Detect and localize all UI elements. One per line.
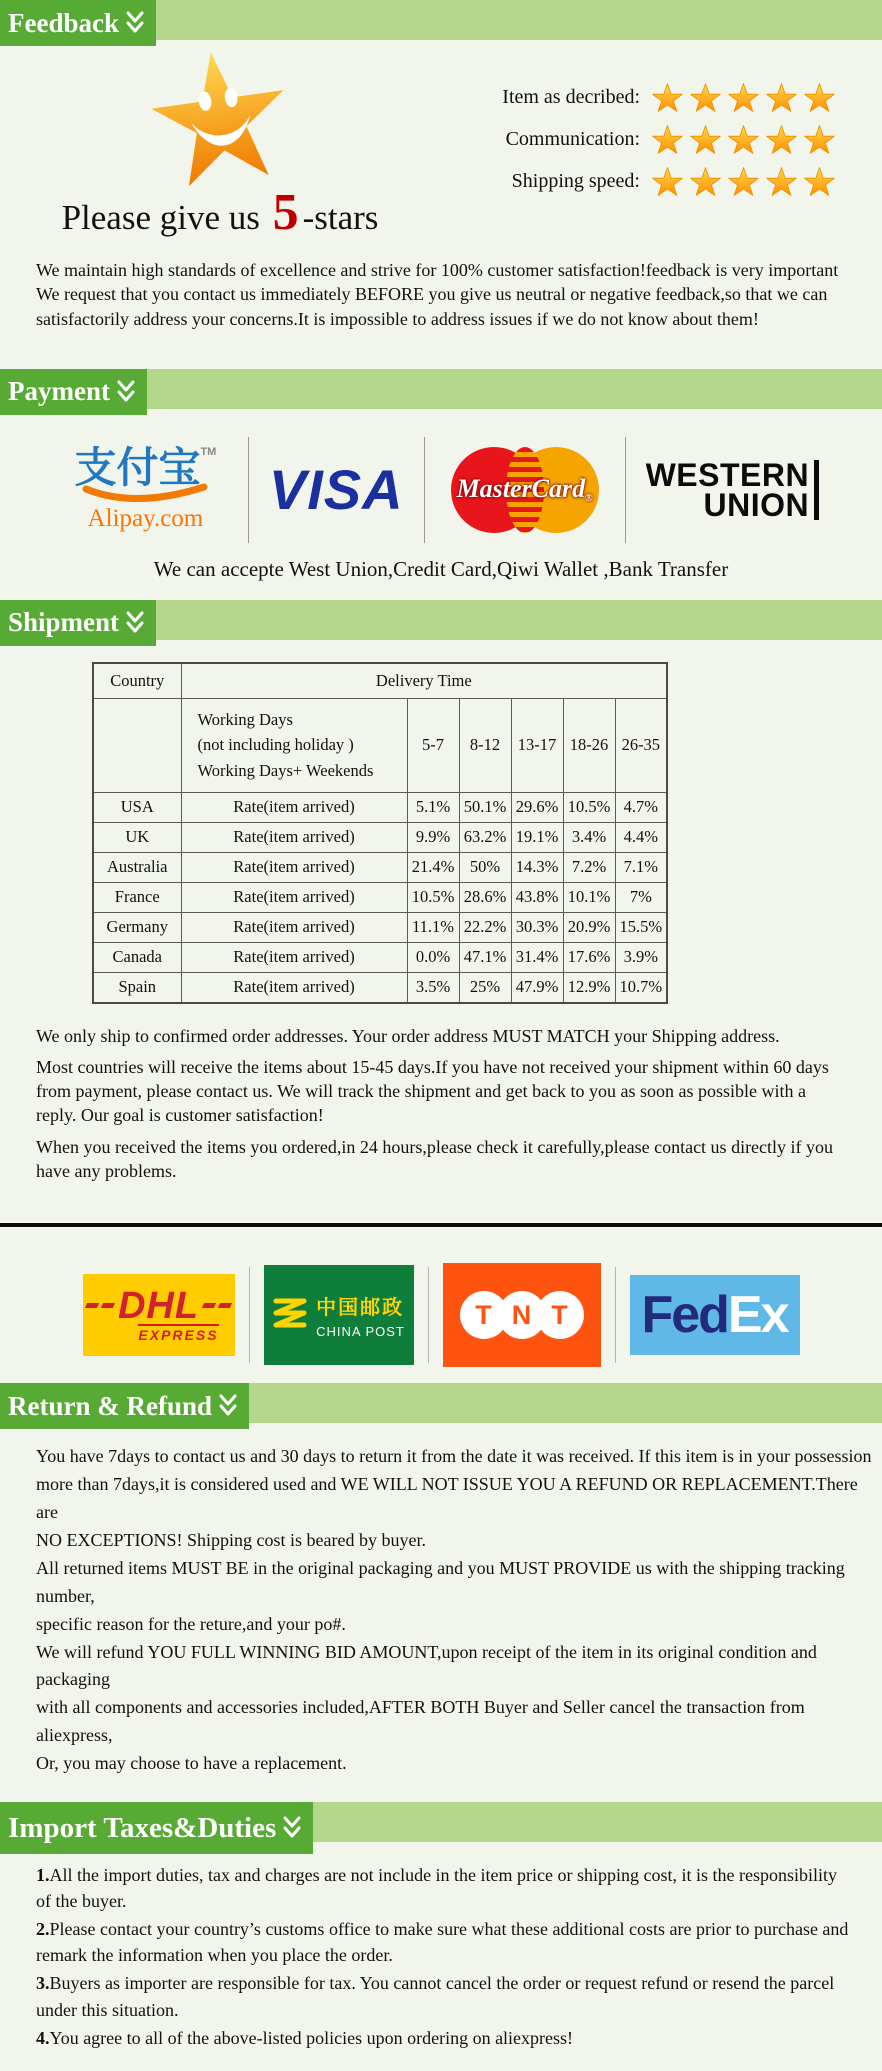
- rate-value-cell: 4.4%: [615, 822, 667, 852]
- star-icon: [652, 125, 683, 154]
- rate-value-cell: 17.6%: [563, 942, 615, 972]
- country-cell: UK: [93, 822, 181, 852]
- tax-item: [36, 2025, 856, 2051]
- star-icon: [804, 167, 835, 196]
- policy-line: Or, you may choose to have a replacement.: [36, 1753, 347, 1774]
- china-post-logo: [264, 1265, 414, 1365]
- plea-suffix: -stars: [302, 198, 379, 237]
- import-taxes-banner-title: Import Taxes&Duties: [8, 1811, 277, 1844]
- country-cell: Australia: [93, 852, 181, 882]
- policy-line: You have 7days to contact us and 30 days to return it from the date it was received. If this item is in your possession: [36, 1446, 872, 1467]
- country-cell: Spain: [93, 972, 181, 1003]
- day-range-cell: 18-26: [563, 698, 615, 792]
- table-row: [93, 852, 667, 882]
- tax-item: [36, 1916, 856, 1968]
- tnt-letter-circle: T: [462, 1293, 506, 1337]
- payment-banner-title: Payment: [8, 376, 110, 407]
- logo-separator: [424, 437, 425, 543]
- shipping-paragraph: When you received the items you ordered,in 24 hours,please check it carefully,please contact us directly if you have any problems.: [36, 1136, 834, 1182]
- logo-separator: [248, 437, 249, 543]
- rate-value-cell: 22.2%: [459, 912, 511, 942]
- rating-stars: [652, 83, 835, 112]
- dhl-bar-icon: [202, 1303, 216, 1308]
- rate-label-cell: Rate(item arrived): [181, 912, 407, 942]
- delivery-time-header-cell: Delivery Time: [181, 663, 667, 699]
- rate-value-cell: 9.9%: [407, 822, 459, 852]
- double-chevron-down-icon: [217, 1392, 239, 1420]
- feedback-section: [0, 46, 882, 331]
- mastercard-logo: [445, 442, 605, 538]
- rate-label-cell: Rate(item arrived): [181, 942, 407, 972]
- alipay-tm: TM: [200, 446, 217, 459]
- rate-value-cell: 50%: [459, 852, 511, 882]
- western-union-line1: WESTERN: [645, 456, 810, 493]
- rate-value-cell: 47.1%: [459, 942, 511, 972]
- payment-section: [0, 415, 882, 582]
- return-refund-banner-title: Return & Refund: [8, 1390, 213, 1421]
- policy-line: We will refund YOU FULL WINNING BID AMOUNT,upon receipt of the item in its original condition and packaging: [36, 1641, 817, 1690]
- country-cell: France: [93, 882, 181, 912]
- star-icon: [804, 83, 835, 112]
- logo-separator: [625, 437, 626, 543]
- country-cell: Canada: [93, 942, 181, 972]
- rate-value-cell: 7%: [615, 882, 667, 912]
- working-days-line: Working Days: [197, 709, 293, 729]
- star-icon: [652, 83, 683, 112]
- rate-value-cell: 0.0%: [407, 942, 459, 972]
- tax-item: [36, 1970, 856, 2022]
- star-icon: [652, 167, 683, 196]
- western-union-line2: UNION: [703, 486, 810, 523]
- feedback-plea-block: [0, 50, 440, 242]
- star-icon: [690, 83, 721, 112]
- feedback-paragraph: [36, 258, 882, 331]
- working-days-line: (not including holiday ): [197, 735, 354, 755]
- plea-number: 5: [272, 184, 299, 241]
- paragraph-line: We request that you contact us immediately BEFORE you give us neutral or negative feedback,so that we can: [36, 284, 828, 305]
- rating-row: [440, 118, 882, 160]
- tax-item-text: All the import duties, tax and charges are not include in the item price or shipping cost, it is the responsibility of the buyer.: [36, 1865, 838, 1912]
- policy-line: NO EXCEPTIONS! Shipping cost is beared by buyer.: [36, 1530, 426, 1551]
- logo-separator: [428, 1267, 429, 1363]
- return-policy-text: [36, 1443, 882, 1778]
- rating-list: [440, 50, 882, 242]
- rating-row: [440, 160, 882, 202]
- rate-value-cell: 3.5%: [407, 972, 459, 1003]
- rate-value-cell: 63.2%: [459, 822, 511, 852]
- dhl-logo: [83, 1274, 235, 1356]
- working-days-line: Working Days+ Weekends: [197, 761, 374, 781]
- mastercard-wordmark: MasterCard: [456, 473, 586, 503]
- feedback-banner: [0, 0, 882, 46]
- policy-line: with all components and accessories included,AFTER BOTH Buyer and Seller cancel the transaction from aliexpress,: [36, 1697, 805, 1746]
- rate-value-cell: 12.9%: [563, 972, 615, 1003]
- double-chevron-down-icon: [124, 609, 146, 637]
- rate-value-cell: 4.7%: [615, 792, 667, 822]
- visa-logo: VISA: [268, 458, 404, 522]
- rate-label-cell: Rate(item arrived): [181, 822, 407, 852]
- import-taxes-banner-label: [0, 1802, 313, 1854]
- rate-value-cell: 7.2%: [563, 852, 615, 882]
- rating-label: Communication:: [505, 127, 640, 150]
- rate-value-cell: 28.6%: [459, 882, 511, 912]
- feedback-banner-label: [0, 0, 156, 46]
- table-subheader-row: [93, 698, 667, 792]
- tnt-letter-circle: N: [500, 1293, 544, 1337]
- payment-banner: [0, 369, 882, 415]
- working-days-cell: [181, 698, 407, 792]
- paragraph-line: satisfactorily address your concerns.It is impossible to address issues if we do not know about them!: [36, 308, 759, 329]
- delivery-time-table: [92, 662, 668, 1004]
- rate-value-cell: 5.1%: [407, 792, 459, 822]
- rate-value-cell: 21.4%: [407, 852, 459, 882]
- rate-value-cell: 47.9%: [511, 972, 563, 1003]
- fedex-fed: Fed: [641, 1286, 728, 1345]
- rate-value-cell: 50.1%: [459, 792, 511, 822]
- rate-label-cell: Rate(item arrived): [181, 972, 407, 1003]
- smiley-star-icon: [137, 42, 304, 194]
- rating-label: Shipping speed:: [511, 169, 640, 192]
- policy-line: All returned items MUST BE in the original packaging and you MUST PROVIDE us with the shipping tracking number,: [36, 1557, 845, 1606]
- star-icon: [766, 167, 797, 196]
- star-icon: [728, 125, 759, 154]
- import-taxes-banner: [0, 1802, 882, 1848]
- import-taxes-list: [36, 1862, 882, 2051]
- plea-text: [0, 183, 440, 242]
- day-range-cell: 5-7: [407, 698, 459, 792]
- star-icon: [728, 167, 759, 196]
- tax-item: [36, 1862, 856, 1914]
- day-range-cell: 26-35: [615, 698, 667, 792]
- tax-item-number: 1.: [36, 1865, 50, 1886]
- shipping-paragraphs: [36, 1024, 882, 1184]
- dhl-bar-icon: [218, 1303, 232, 1308]
- china-post-emblem-icon: [272, 1293, 308, 1337]
- rate-value-cell: 10.7%: [615, 972, 667, 1003]
- double-chevron-down-icon: [281, 1814, 303, 1842]
- china-post-english: CHINA POST: [316, 1324, 405, 1340]
- paragraph-line: We maintain high standards of excellence and strive for 100% customer satisfaction!feedback is very important: [36, 260, 839, 280]
- rate-label-cell: Rate(item arrived): [181, 792, 407, 822]
- fedex-logo: [630, 1275, 800, 1355]
- table-header-row: [93, 663, 667, 699]
- star-icon: [804, 125, 835, 154]
- alipay-domain: Alipay.com: [87, 505, 204, 533]
- payment-banner-label: [0, 369, 147, 415]
- rate-value-cell: 14.3%: [511, 852, 563, 882]
- country-cell: Germany: [93, 912, 181, 942]
- dhl-express-label: EXPRESS: [138, 1324, 218, 1343]
- star-icon: [728, 83, 759, 112]
- return-refund-banner-label: [0, 1383, 249, 1429]
- shipping-paragraph: Most countries will receive the items about 15-45 days.If you have not received your shipment within 60 days from payment, please contact us. We will track the shipment and get back to you as soon as possible with a reply. Our goal is customer satisfaction!: [36, 1056, 829, 1126]
- day-range-cell: 8-12: [459, 698, 511, 792]
- rating-stars: [652, 167, 835, 196]
- tax-item-text: You agree to all of the above-listed policies upon ordering on aliexpress!: [49, 2027, 574, 2048]
- star-icon: [690, 125, 721, 154]
- empty-cell: [93, 698, 181, 792]
- rate-value-cell: 10.1%: [563, 882, 615, 912]
- double-chevron-down-icon: [115, 378, 137, 406]
- tax-item-number: 2.: [36, 1919, 50, 1940]
- tnt-logo: [443, 1263, 601, 1367]
- dhl-bar-icon: [101, 1303, 115, 1308]
- tax-item-number: 3.: [36, 1973, 50, 1994]
- rate-value-cell: 11.1%: [407, 912, 459, 942]
- return-refund-banner: [0, 1383, 882, 1429]
- star-icon: [766, 125, 797, 154]
- table-row: [93, 942, 667, 972]
- china-post-chinese: 中国邮政: [316, 1297, 405, 1320]
- shipment-section: [0, 662, 882, 1183]
- rate-value-cell: 19.1%: [511, 822, 563, 852]
- table-row: [93, 822, 667, 852]
- table-row: [93, 882, 667, 912]
- tax-item-text: Please contact your country’s customs office to make sure what these additional costs are prior to purchase and remark the information when you place the order.: [36, 1919, 849, 1966]
- rate-value-cell: 30.3%: [511, 912, 563, 942]
- dhl-bar-icon: [85, 1303, 99, 1308]
- alipay-logo: [63, 444, 228, 533]
- logo-separator: [249, 1267, 250, 1363]
- divider-line: [0, 1223, 882, 1227]
- policy-line: specific reason for the reture,and your po#.: [36, 1613, 346, 1634]
- table-row: [93, 972, 667, 1003]
- fedex-ex: Ex: [727, 1286, 788, 1345]
- mastercard-registered-mark: ®: [585, 492, 593, 504]
- rate-value-cell: 10.5%: [563, 792, 615, 822]
- rate-value-cell: 7.1%: [615, 852, 667, 882]
- double-chevron-down-icon: [124, 9, 146, 37]
- rate-value-cell: 25%: [459, 972, 511, 1003]
- rate-value-cell: 3.9%: [615, 942, 667, 972]
- rate-label-cell: Rate(item arrived): [181, 852, 407, 882]
- shipment-banner-label: [0, 600, 156, 646]
- country-cell: USA: [93, 792, 181, 822]
- payment-logos-row: [0, 415, 882, 549]
- rate-value-cell: 43.8%: [511, 882, 563, 912]
- rating-label: Item as decribed:: [502, 85, 640, 108]
- rate-value-cell: 3.4%: [563, 822, 615, 852]
- rate-value-cell: 20.9%: [563, 912, 615, 942]
- shipping-paragraph: We only ship to confirmed order addresses. Your order address MUST MATCH your Shipping address.: [36, 1025, 780, 1046]
- rate-value-cell: 10.5%: [407, 882, 459, 912]
- table-row: [93, 792, 667, 822]
- tax-item-text: Buyers as importer are responsible for tax. You cannot cancel the order or request refund or resend the parcel under this situation.: [36, 1973, 835, 2020]
- rate-value-cell: 15.5%: [615, 912, 667, 942]
- policy-line: more than 7days,it is considered used and WE WILL NOT ISSUE YOU A REFUND OR REPLACEMENT.There are: [36, 1474, 858, 1523]
- day-range-cell: 13-17: [511, 698, 563, 792]
- rate-value-cell: 29.6%: [511, 792, 563, 822]
- alipay-chinese: 支付宝: [74, 444, 201, 492]
- rate-value-cell: 31.4%: [511, 942, 563, 972]
- accepted-methods-note: We can accepte West Union,Credit Card,Qiwi Wallet ,Bank Transfer: [153, 556, 729, 581]
- rate-label-cell: Rate(item arrived): [181, 882, 407, 912]
- courier-logos-row: [0, 1263, 882, 1367]
- rating-row: [440, 76, 882, 118]
- shipment-banner: [0, 600, 882, 646]
- logo-separator: [615, 1267, 616, 1363]
- feedback-banner-title: Feedback: [8, 7, 119, 38]
- tax-item-number: 4.: [36, 2027, 50, 2048]
- western-union-logo: [645, 456, 820, 523]
- plea-prefix: Please give us: [61, 198, 260, 237]
- star-icon: [690, 167, 721, 196]
- table-row: [93, 912, 667, 942]
- shipment-banner-title: Shipment: [8, 607, 120, 638]
- tnt-letter-circle: T: [538, 1293, 582, 1337]
- star-icon: [766, 83, 797, 112]
- country-header-cell: Country: [93, 663, 181, 699]
- dhl-wordmark: DHL: [117, 1284, 200, 1327]
- rating-stars: [652, 125, 835, 154]
